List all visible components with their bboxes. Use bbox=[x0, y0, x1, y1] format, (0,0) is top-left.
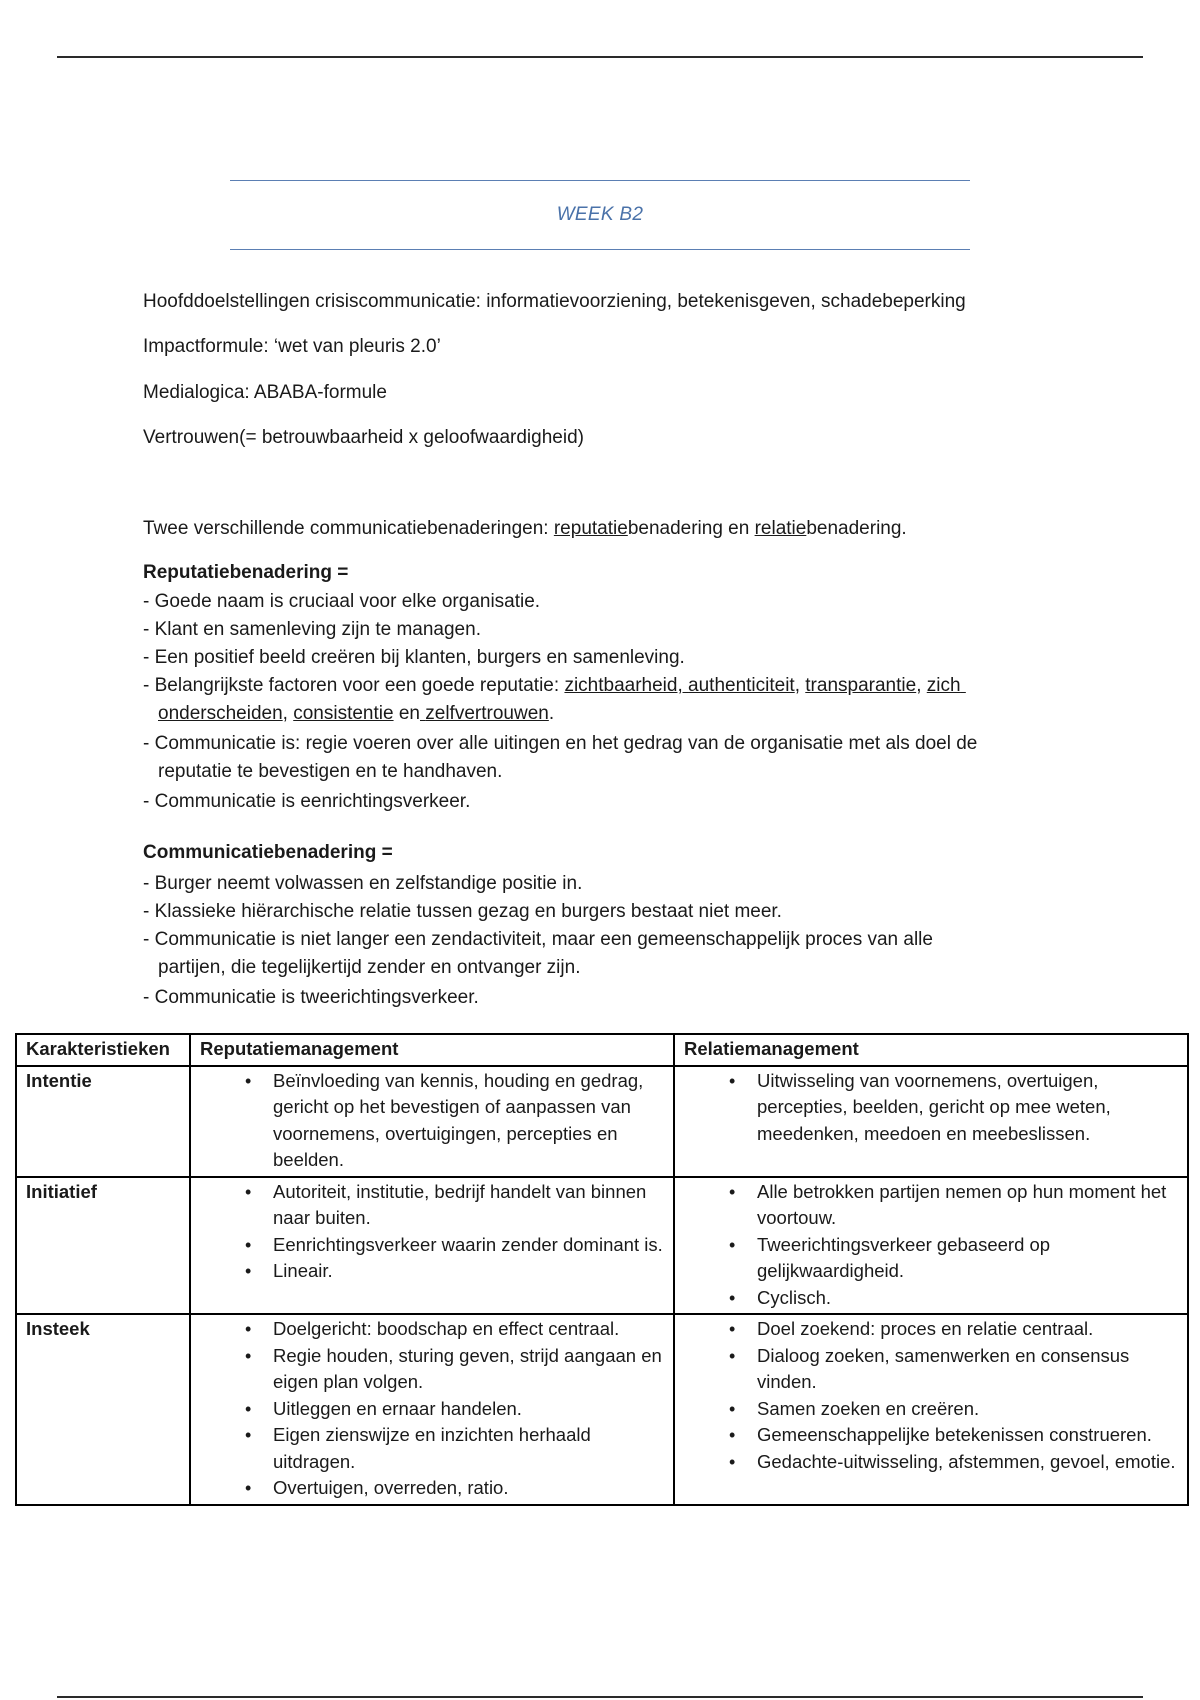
communication-heading: Communicatiebenadering = bbox=[143, 842, 393, 863]
column-header: Karakteristieken bbox=[16, 1034, 190, 1066]
factors-prefix: - Belangrijkste factoren voor een goede reputatie: bbox=[143, 675, 565, 696]
communication-bullet: - Communicatie is tweerichtingsverkeer. bbox=[143, 987, 479, 1008]
communication-bullet: - Burger neemt volwassen en zelfstandige positie in. bbox=[143, 873, 583, 894]
list-item: • Eenrichtingsverkeer waarin zender dominant is. bbox=[200, 1232, 665, 1259]
reputation-cell bbox=[190, 1177, 674, 1315]
factors-and: en bbox=[398, 703, 420, 724]
communication-section bbox=[143, 839, 1073, 1012]
communication-bullet: - Communicatie is niet langer een zendactiviteit, maar een gemeenschappelijk proces van alle bbox=[143, 929, 933, 950]
list-item: • Uitleggen en ernaar handelen. bbox=[200, 1396, 665, 1423]
term-reputatie: reputatie bbox=[553, 518, 628, 539]
factor-transparantie: transparantie bbox=[805, 675, 917, 696]
intro-line-impact: Impactformule: ‘wet van pleuris 2.0’ bbox=[143, 336, 441, 357]
relation-cell bbox=[674, 1177, 1188, 1315]
list-item: • Doel zoekend: proces en relatie centraal. bbox=[684, 1316, 1179, 1343]
page-title: WEEK B2 bbox=[556, 204, 644, 225]
intro-line-goals: Hoofddoelstellingen crisiscommunicatie: informatievoorziening, betekenisgeven, schadebeperking bbox=[143, 291, 966, 312]
reputation-bullet-cont: reputatie te bevestigen en te handhaven. bbox=[158, 761, 503, 782]
list-item: • Beïnvloeding van kennis, houding en gedrag, gericht op het bevestigen of aanpassen van voornemens, overtuigingen, percepties en beelden. bbox=[200, 1068, 665, 1174]
communication-bullet-cont: partijen, die tegelijkertijd zender en ontvanger zijn. bbox=[158, 957, 581, 978]
reputation-bullet: - Een positief beeld creëren bij klanten, burgers en samenleving. bbox=[143, 647, 685, 668]
reputation-bullet-factors-cont: onderscheiden, consistentie en zelfvertrouwen. bbox=[158, 703, 555, 724]
reputation-bullet: - Goede naam is cruciaal voor elke organisatie. bbox=[143, 591, 541, 612]
column-header: Relatiemanagement bbox=[674, 1034, 1188, 1066]
reputation-cell bbox=[190, 1314, 674, 1505]
reputation-bullet-factors: - Belangrijkste factoren voor een goede reputatie: zichtbaarheid, authenticiteit, transparantie, zich bbox=[143, 675, 961, 696]
list-item: • Alle betrokken partijen nemen op hun moment het voortouw. bbox=[684, 1179, 1179, 1232]
factor-consistentie: consistentie bbox=[293, 703, 394, 724]
factor-zichtbaarheid: zichtbaarheid bbox=[564, 675, 678, 696]
communication-bullet: - Klassieke hiërarchische relatie tussen gezag en burgers bestaat niet meer. bbox=[143, 901, 782, 922]
table-row bbox=[16, 1314, 1188, 1505]
factor-zelfvertrouwen: zelfvertrouwen bbox=[425, 703, 549, 724]
column-header: Reputatiemanagement bbox=[190, 1034, 674, 1066]
title-top-rule bbox=[230, 180, 970, 181]
reputation-cell bbox=[190, 1066, 674, 1177]
table-row bbox=[16, 1177, 1188, 1315]
table-row bbox=[16, 1066, 1188, 1177]
row-label: Insteek bbox=[16, 1314, 190, 1505]
factor-authenticiteit: authenticiteit bbox=[688, 675, 795, 696]
list-item: • Overtuigen, overreden, ratio. bbox=[200, 1475, 665, 1502]
relation-cell bbox=[674, 1314, 1188, 1505]
list-item: • Regie houden, sturing geven, strijd aangaan en eigen plan volgen. bbox=[200, 1343, 665, 1396]
list-item: • Uitwisseling van voornemens, overtuigen, percepties, beelden, gericht op mee weten, meedenken, meedoen en meebeslissen. bbox=[684, 1068, 1179, 1148]
row-label: Initiatief bbox=[16, 1177, 190, 1315]
list-item: • Dialoog zoeken, samenwerken en consensus vinden. bbox=[684, 1343, 1179, 1396]
term-relatie: relatie bbox=[754, 518, 807, 539]
page-bottom-rule bbox=[57, 1696, 1143, 1698]
list-item: • Gemeenschappelijke betekenissen construeren. bbox=[684, 1422, 1179, 1449]
characteristics-table bbox=[15, 1033, 1189, 1506]
factor-zich: zich bbox=[926, 675, 961, 696]
list-item: • Cyclisch. bbox=[684, 1285, 1179, 1312]
approaches-text-end: benadering. bbox=[806, 518, 907, 539]
list-item: • Lineair. bbox=[200, 1258, 665, 1285]
row-label: Intentie bbox=[16, 1066, 190, 1177]
page-top-rule bbox=[57, 56, 1143, 58]
relation-cell bbox=[674, 1066, 1188, 1177]
reputation-heading: Reputatiebenadering = bbox=[143, 562, 349, 583]
list-item: • Tweerichtingsverkeer gebaseerd op gelijkwaardigheid. bbox=[684, 1232, 1179, 1285]
reputation-section bbox=[143, 559, 1073, 816]
list-item: • Gedachte-uitwisseling, afstemmen, gevoel, emotie. bbox=[684, 1449, 1179, 1476]
title-bottom-rule bbox=[230, 249, 970, 250]
approaches-text-mid: benadering en bbox=[627, 518, 755, 539]
list-item: • Samen zoeken en creëren. bbox=[684, 1396, 1179, 1423]
approaches-sentence bbox=[143, 515, 1073, 543]
intro-line-trust: Vertrouwen(= betrouwbaarheid x geloofwaardigheid) bbox=[143, 427, 584, 448]
approaches-text-before: Twee verschillende communicatiebenaderingen: bbox=[143, 518, 554, 539]
intro-line-medialogica: Medialogica: ABABA-formule bbox=[143, 382, 387, 403]
reputation-bullet: - Communicatie is eenrichtingsverkeer. bbox=[143, 791, 471, 812]
reputation-bullet: - Klant en samenleving zijn te managen. bbox=[143, 619, 481, 640]
list-item: • Eigen zienswijze en inzichten herhaald uitdragen. bbox=[200, 1422, 665, 1475]
reputation-bullet: - Communicatie is: regie voeren over alle uitingen en het gedrag van de organisatie met als doel de bbox=[143, 733, 978, 754]
table-header-row bbox=[16, 1034, 1188, 1066]
list-item: • Autoriteit, institutie, bedrijf handelt van binnen naar buiten. bbox=[200, 1179, 665, 1232]
factor-onderscheiden: onderscheiden bbox=[158, 703, 283, 724]
list-item: • Doelgericht: boodschap en effect centraal. bbox=[200, 1316, 665, 1343]
